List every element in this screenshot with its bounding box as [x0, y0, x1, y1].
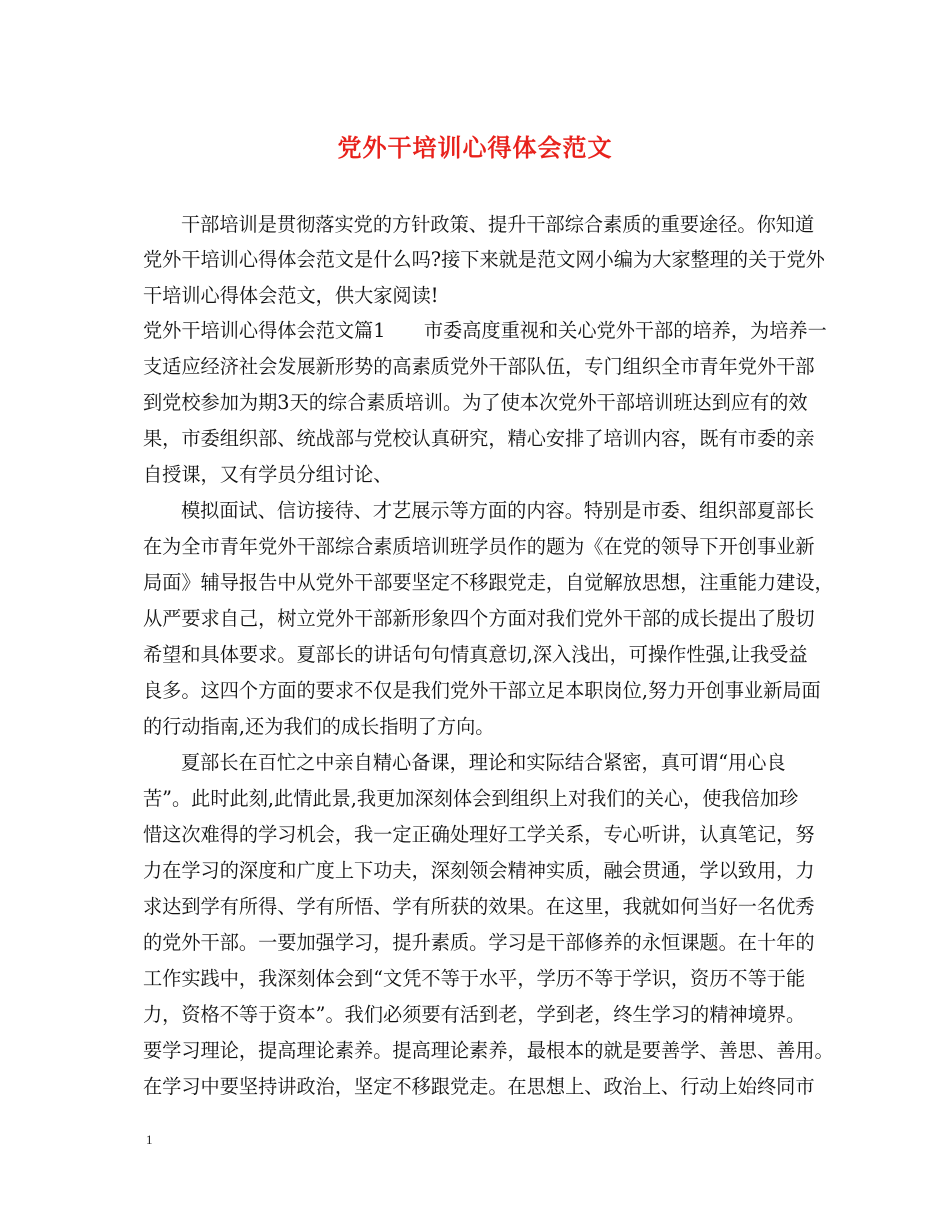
- body-line: 干培训心得体会范文，供大家阅读!: [143, 284, 439, 307]
- body-line: 夏部长在百忙之中亲自精心备课，理论和实际结合紧密，真可谓“用心良: [181, 751, 786, 774]
- body-line: 果，市委组织部、统战部与党校认真研究，精心安排了培训内容，既有市委的亲: [143, 427, 815, 450]
- body-line: 到党校参加为期3天的综合素质培训。为了使本次党外干部培训班达到应有的效: [143, 391, 808, 414]
- document-title: 党外干培训心得体会范文: [337, 133, 613, 162]
- body-line: 苦”。此时此刻,此情此景,我更加深刻体会到组织上对我们的关心，使我倍加珍: [143, 787, 799, 810]
- body-line: 的党外干部。一要加强学习，提升素质。学习是干部修养的永恒课题。在十年的: [143, 931, 815, 954]
- body-line: 党外干培训心得体会范文篇1 市委高度重视和关心党外干部的培养，为培养一: [143, 319, 827, 342]
- body-line: 工作实践中，我深刻体会到“文凭不等于水平，学历不等于学识，资历不等于能: [143, 967, 806, 990]
- body-line: 力在学习的深度和广度上下功夫，深刻领会精神实质，融会贯通，学以致用，力: [143, 859, 815, 882]
- body-line: 模拟面试、信访接待、才艺展示等方面的内容。特别是市委、组织部夏部长: [181, 499, 815, 522]
- body-line: 在为全市青年党外干部综合素质培训班学员作的题为《在党的领导下开创事业新: [143, 535, 815, 558]
- body-line: 在学习中要坚持讲政治，坚定不移跟党走。在思想上、政治上、行动上始终同市: [143, 1075, 815, 1098]
- body-line: 从严要求自己，树立党外干部新形象四个方面对我们党外干部的成长提出了殷切: [143, 607, 815, 630]
- body-line: 力，资格不等于资本”。我们必须要有活到老，学到老，终生学习的精神境界。: [143, 1003, 806, 1026]
- body-line: 局面》辅导报告中从党外干部要坚定不移跟党走，自觉解放思想，注重能力建设，: [143, 571, 834, 594]
- body-line: 的行动指南,还为我们的成长指明了方向。: [143, 715, 495, 738]
- body-line: 干部培训是贯彻落实党的方针政策、提升干部综合素质的重要途径。你知道: [181, 213, 815, 236]
- page-number: 1: [146, 1132, 153, 1147]
- body-line: 要学习理论，提高理论素养。提高理论素养，最根本的就是要善学、善思、善用。: [143, 1039, 834, 1062]
- body-line: 自授课，又有学员分组讨论、: [143, 463, 393, 486]
- body-line: 良多。这四个方面的要求不仅是我们党外干部立足本职岗位,努力开创事业新局面: [143, 679, 821, 702]
- body-line: 支适应经济社会发展新形势的高素质党外干部队伍，专门组织全市青年党外干部: [143, 355, 815, 378]
- body-line: 党外干培训心得体会范文是什么吗?接下来就是范文网小编为大家整理的关于党外: [143, 248, 825, 271]
- body-line: 求达到学有所得、学有所悟、学有所获的效果。在这里，我就如何当好一名优秀: [143, 895, 815, 918]
- body-line: 希望和具体要求。夏部长的讲话句句情真意切,深入浅出，可操作性强,让我受益: [143, 643, 808, 666]
- body-line: 惜这次难得的学习机会，我一定正确处理好工学关系，专心听讲，认真笔记，努: [143, 823, 815, 846]
